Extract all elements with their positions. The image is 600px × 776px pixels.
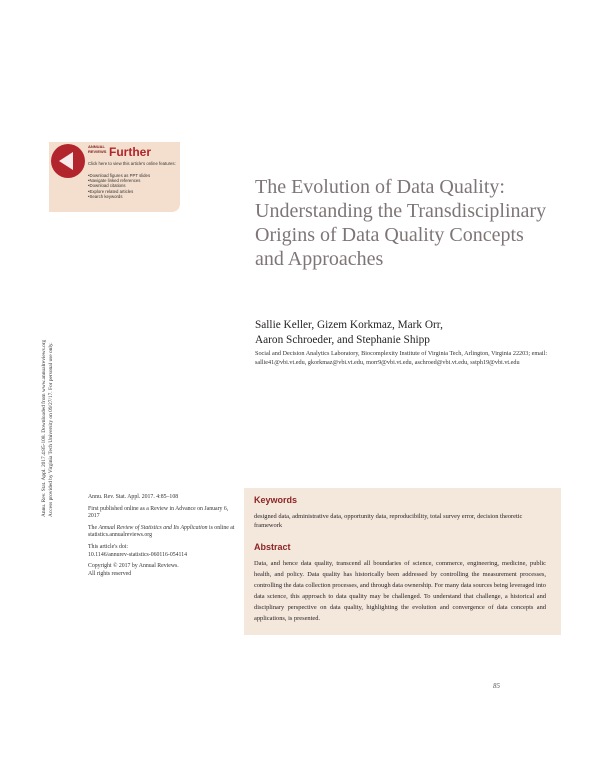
further-badge[interactable] [49, 142, 180, 212]
article-title: The Evolution of Data Quality: Understanding the Transdisciplinary Origins of Data Quality Concepts and Approaches [255, 176, 547, 270]
affiliation: Social and Decision Analytics Laboratory, Biocomplexity Institute of Virginia Tech, Arlington, Virginia 22203; email: sallie41@vbi.vt.edu, gkorkmaz@vbi.vt.edu, morr9@vbi.vt.edu, aschroed@vbi.vt.edu, sstph19@vbi.vt.edu [255, 350, 548, 366]
back-arrow-icon[interactable] [49, 142, 87, 180]
author-line: Aaron Schroeder, and Stephanie Shipp [255, 334, 430, 346]
further-feature-item[interactable]: • Download citations [88, 183, 150, 188]
download-notice-line: Annu. Rev. Stat. Appl. 2017.4:85-108. Downloaded from www.annualreviews.org [41, 339, 47, 517]
copyright: Copyright © 2017 by Annual Reviews. All rights reserved [88, 563, 179, 577]
journal-name: Annual Review of Statistics and Its Application [98, 524, 208, 531]
journal-info: The Annual Review of Statistics and Its Application is online at statistics.annualreviews.org [88, 524, 235, 539]
further-feature-item[interactable]: • Download figures as PPT slides [88, 173, 150, 178]
keywords-abstract-box [244, 488, 561, 635]
abstract-heading: Abstract [254, 542, 291, 552]
citation: Annu. Rev. Stat. Appl. 2017. 4:85–108 [88, 494, 179, 500]
further-feature-item[interactable]: • Explore related articles [88, 189, 150, 194]
doi-link[interactable]: 10.1146/annurev-statistics-060116-054114 [88, 551, 188, 558]
further-feature-item[interactable]: • Navigate linked references [88, 178, 150, 183]
keywords-heading: Keywords [254, 495, 298, 505]
download-notice-line: Access provided by Virginia Tech University on 09/27/17. For personal use only. [47, 342, 54, 517]
keywords-text: designed data, administrative data, opportunity data, reproducibility, total survey error, decision theoretic framework [254, 513, 523, 529]
further-feature-item[interactable]: • Search keywords [88, 194, 150, 199]
author-list [255, 318, 555, 348]
doi-label: This article's doi: [88, 543, 129, 550]
further-intro[interactable]: Click here to view this article's online features: [88, 161, 176, 166]
abstract-text: Data, and hence data quality, transcend all boundaries of science, commerce, engineering, medicine, public health, and policy. Data quality has historically been addressed by controlling the measurement processes, controlling the data collection processes, and through data ownership. For many data sources being leveraged into data science, this approach to data quality may be challenged. To understand that challenge, a historical and disciplinary perspective on data quality, highlighting the evolution and convergence of data concepts and applications, is presented. [254, 560, 546, 622]
annual-reviews-logo: ANNUAL REVIEWS [88, 144, 107, 154]
author-line: Sallie Keller, Gizem Korkmaz, Mark Orr, [255, 319, 443, 331]
page-number: 85 [493, 682, 500, 690]
download-notice [40, 262, 54, 517]
article-metadata [88, 494, 238, 582]
first-published: First published online as a Review in Advance on January 6, 2017 [88, 505, 229, 520]
doi-block [88, 544, 238, 559]
further-feature-list [88, 173, 150, 199]
further-title: Further [109, 145, 151, 159]
